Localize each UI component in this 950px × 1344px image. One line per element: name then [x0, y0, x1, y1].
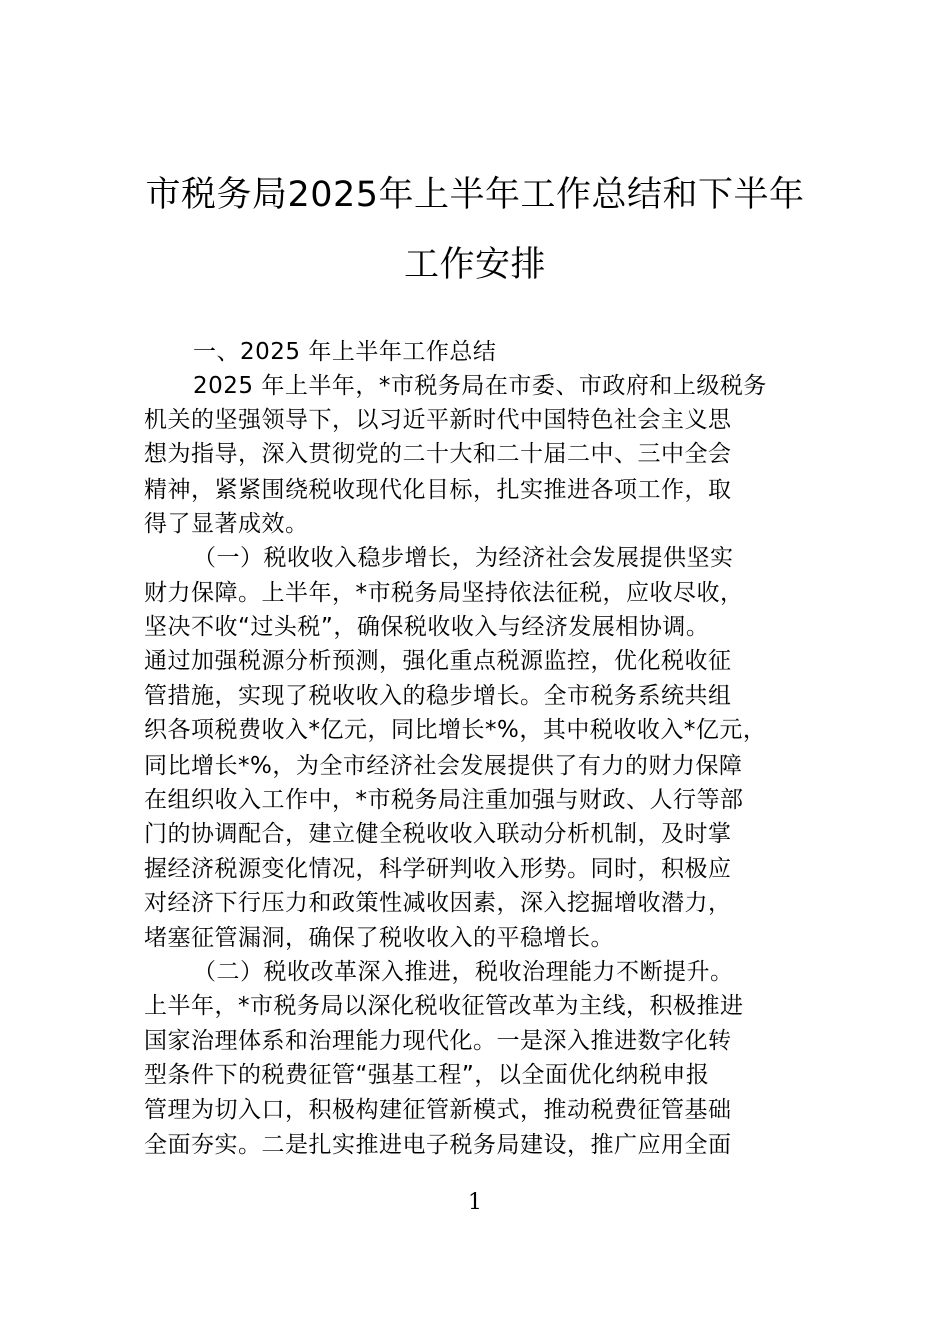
- subsection-heading: （二）税收改革深入推进，税收治理能力不断提升。: [193, 959, 734, 985]
- paragraph-line: 上半年，*市税务局以深化税收征管改革为主线，积极推进: [144, 993, 744, 1019]
- paragraph-line: 对经济下行压力和政策性减收因素，深入挖掘增收潜力，: [144, 890, 732, 916]
- paragraph-line: 管理为切入口，积极构建征管新模式，推动税费征管基础: [144, 1097, 732, 1123]
- paragraph-line: 得了显著成效。: [144, 511, 309, 537]
- page-number: 1: [468, 1190, 482, 1215]
- paragraph-line: 门的协调配合，建立健全税收收入联动分析机制，及时掌: [144, 821, 732, 847]
- paragraph-line: 握经济税源变化情况，科学研判收入形势。同时，积极应: [144, 856, 732, 882]
- paragraph-line: 财力保障。上半年，*市税务局坚持依法征税，应收尽收，: [144, 580, 744, 606]
- paragraph-line: 同比增长*%，为全市经济社会发展提供了有力的财力保障: [144, 753, 743, 779]
- paragraph-line: 2025 年上半年，*市税务局在市委、市政府和上级税务: [193, 373, 767, 399]
- subsection-heading: （一）税收收入稳步增长，为经济社会发展提供坚实: [193, 545, 734, 571]
- paragraph-line: 通过加强税源分析预测，强化重点税源监控，优化税收征: [144, 648, 732, 674]
- paragraph-line: 国家治理体系和治理能力现代化。一是深入推进数字化转: [144, 1028, 732, 1054]
- document-title-line-1: 市税务局2025年上半年工作总结和下半年: [145, 175, 805, 215]
- paragraph-line: 堵塞征管漏洞，确保了税收收入的平稳增长。: [144, 925, 614, 951]
- paragraph-line: 管措施，实现了税收收入的稳步增长。全市税务系统共组: [144, 683, 732, 709]
- paragraph-line: 织各项税费收入*亿元，同比增长*%，其中税收收入*亿元，: [144, 717, 767, 743]
- paragraph-line: 想为指导，深入贯彻党的二十大和二十届二中、三中全会: [144, 441, 732, 467]
- paragraph-line: 在组织收入工作中，*市税务局注重加强与财政、人行等部: [144, 787, 744, 813]
- paragraph-line: 坚决不收“过头税”，确保税收收入与经济发展相协调。: [144, 614, 710, 640]
- paragraph-line: 型条件下的税费征管“强基工程”，以全面优化纳税申报: [144, 1062, 710, 1088]
- paragraph-line: 机关的坚强领导下，以习近平新时代中国特色社会主义思: [144, 407, 732, 433]
- paragraph-line: 精神，紧紧围绕税收现代化目标，扎实推进各项工作，取: [144, 477, 732, 503]
- paragraph-line: 全面夯实。二是扎实推进电子税务局建设，推广应用全面: [144, 1132, 732, 1158]
- section-heading: 一、2025 年上半年工作总结: [193, 339, 497, 365]
- document-title-line-2: 工作安排: [403, 245, 546, 285]
